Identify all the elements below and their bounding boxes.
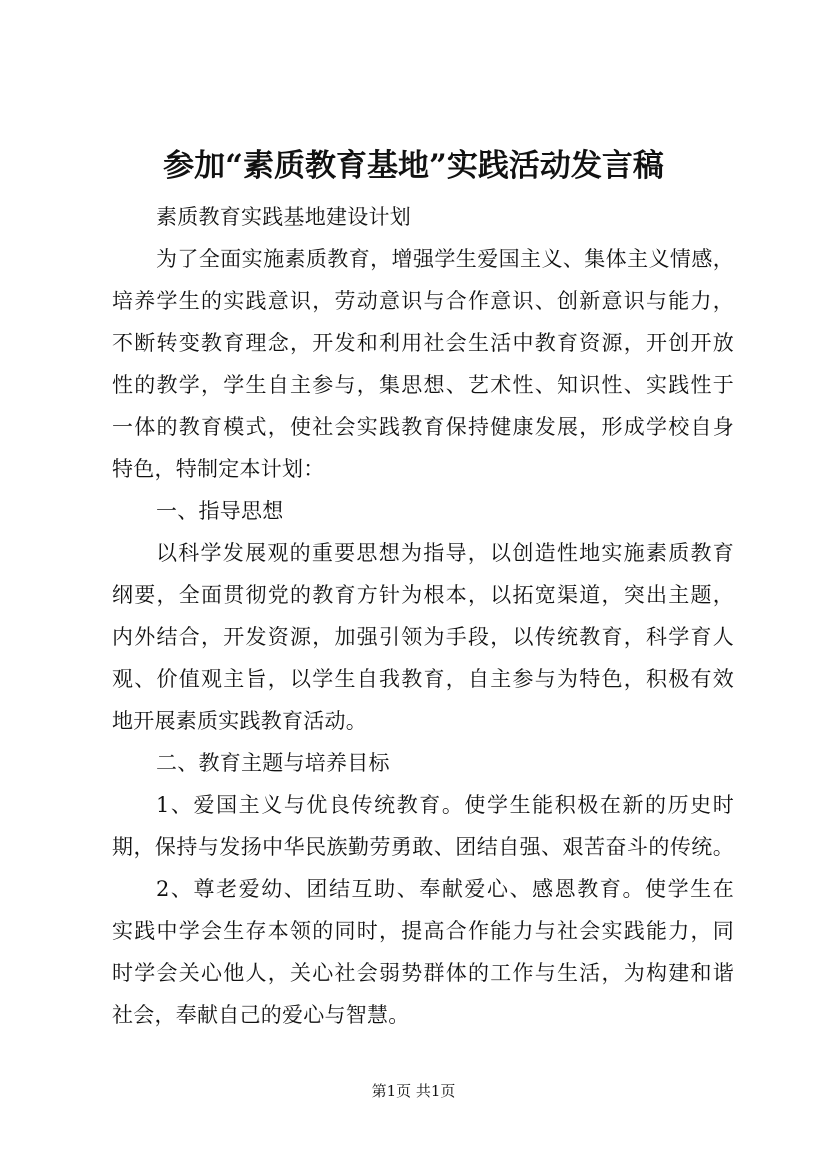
paragraph-line: 一体的教育模式，使社会实践教育保持健康发展，形成学校自身 — [112, 415, 734, 439]
paragraph-line: 为了全面实施素质教育，增强学生爱国主义、集体主义情感， — [156, 247, 734, 271]
paragraph-line: 2、尊老爱幼、团结互助、奉献爱心、感恩教育。使学生在 — [156, 877, 734, 901]
page-footer: 第1页 共1页 — [371, 1082, 456, 1100]
subtitle-line: 素质教育实践基地建设计划 — [156, 205, 411, 229]
paragraph-line: 以科学发展观的重要思想为指导，以创造性地实施素质教育 — [156, 541, 734, 565]
document-body — [112, 196, 734, 1036]
paragraph-line: 培养学生的实践意识，劳动意识与合作意识、创新意识与能力， — [112, 289, 734, 313]
section-heading: 二、教育主题与培养目标 — [156, 751, 390, 775]
paragraph-line: 性的教学，学生自主参与，集思想、艺术性、知识性、实践性于 — [112, 373, 734, 397]
section-heading: 一、指导思想 — [156, 499, 284, 523]
paragraph-line: 社会，奉献自己的爱心与智慧。 — [112, 1003, 410, 1027]
paragraph-line: 内外结合，开发资源，加强引领为手段，以传统教育，科学育人 — [112, 625, 734, 649]
paragraph-line: 不断转变教育理念，开发和利用社会生活中教育资源，开创开放 — [112, 331, 734, 355]
paragraph-line: 1、爱国主义与优良传统教育。使学生能积极在新的历史时 — [156, 793, 734, 817]
paragraph-line: 纲要，全面贯彻党的教育方针为根本，以拓宽渠道，突出主题， — [112, 583, 734, 607]
paragraph-line: 实践中学会生存本领的同时，提高合作能力与社会实践能力，同 — [112, 919, 734, 943]
paragraph-line: 期，保持与发扬中华民族勤劳勇敢、团结自强、艰苦奋斗的传统。 — [112, 835, 734, 859]
paragraph-line: 时学会关心他人，关心社会弱势群体的工作与生活，为构建和谐 — [112, 961, 734, 985]
document-title: 参加“素质教育基地”实践活动发言稿 — [163, 148, 664, 184]
paragraph-line: 地开展素质实践教育活动。 — [112, 709, 367, 733]
paragraph-line: 特色，特制定本计划： — [112, 457, 325, 481]
paragraph-line: 观、价值观主旨，以学生自我教育，自主参与为特色，积极有效 — [112, 667, 734, 691]
